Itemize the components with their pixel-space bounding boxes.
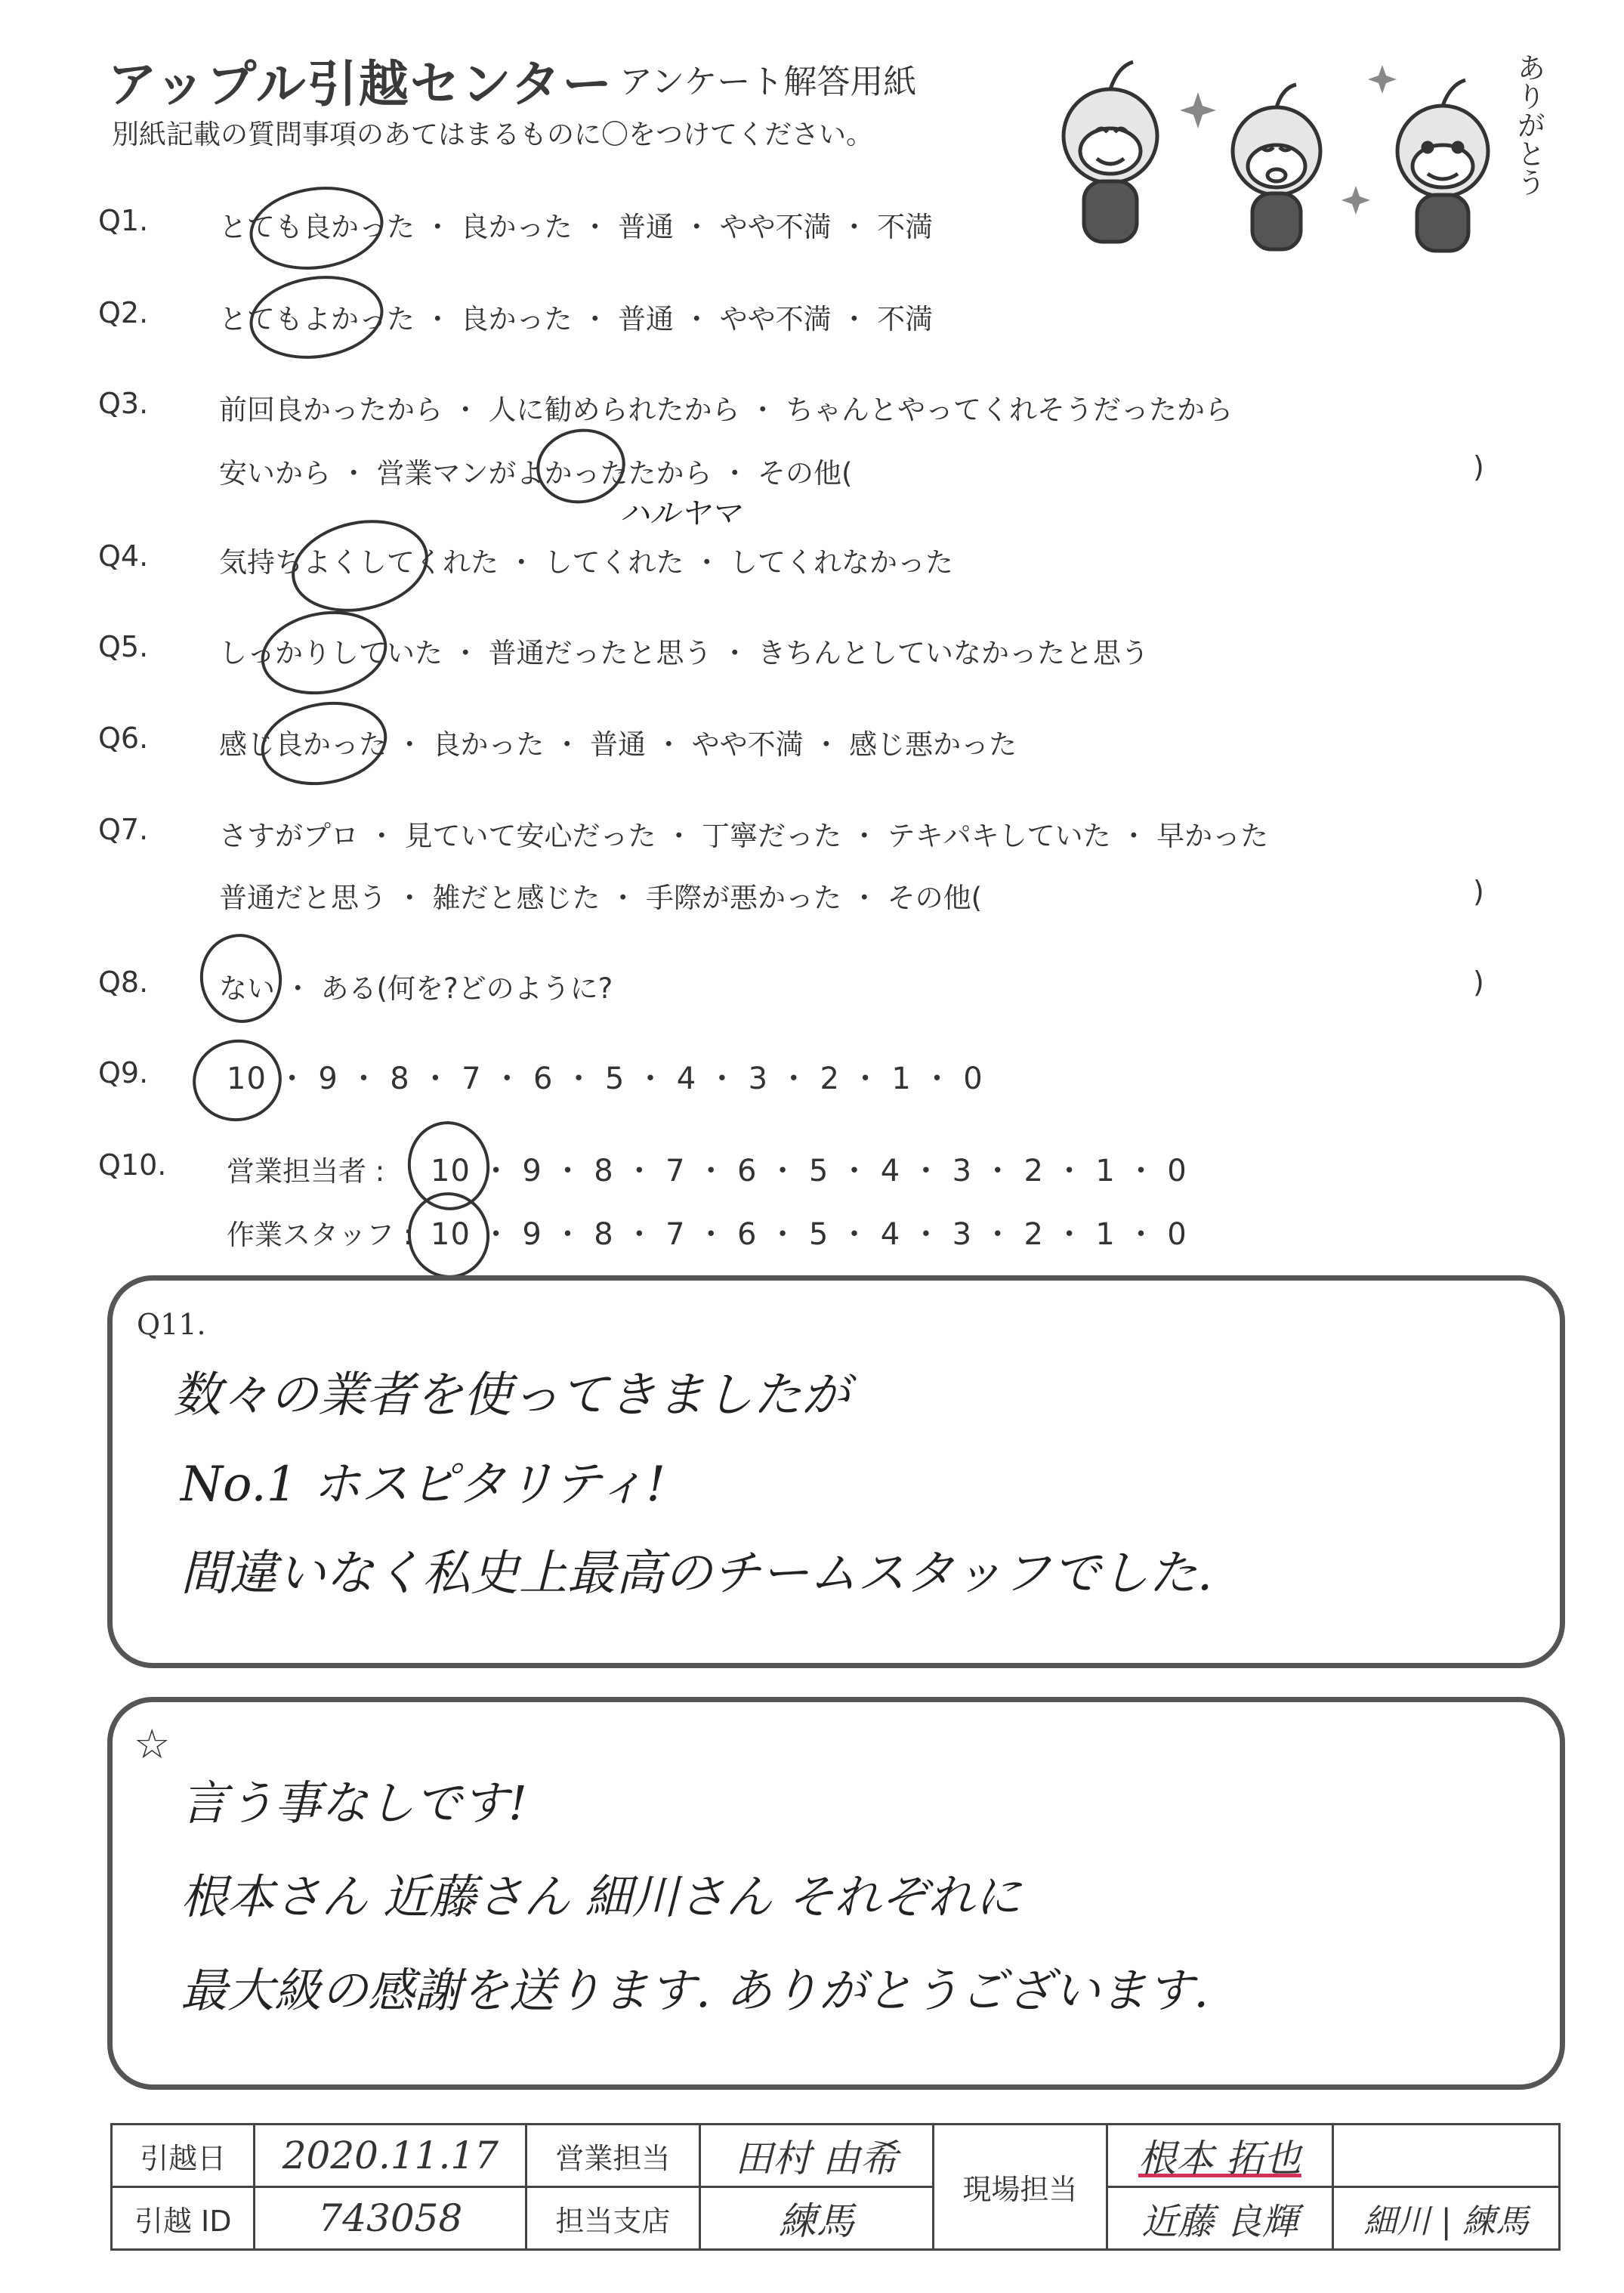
- q11-line-3: 間違いなく私史上最高のチームスタッフでした.: [181, 1546, 1213, 1602]
- site-staff-4: 練馬: [1462, 2202, 1530, 2241]
- q1-answer-mark: [244, 178, 388, 278]
- thanks-text: ありがとう: [1512, 53, 1545, 196]
- company-title: アップル引越センター: [107, 55, 614, 113]
- star-line-2: 根本さん 近藤さん 細川さん それぞれに: [181, 1869, 1022, 1924]
- q9-answer-mark: [187, 1033, 289, 1129]
- star-icon: ☆: [134, 1720, 171, 1768]
- instruction-text: 別紙記載の質問事項のあてはまるものに〇をつけてください。: [112, 119, 874, 150]
- site-staff-1: 根本 拓也: [1107, 2125, 1333, 2187]
- q2-label: Q2.: [98, 296, 149, 329]
- move-id-label: 引越 ID: [112, 2187, 255, 2250]
- star-line-1: 言う事なしです!: [181, 1775, 527, 1831]
- q5-label: Q5.: [98, 630, 149, 663]
- q11-comment-box: [107, 1275, 1565, 1668]
- q9-label: Q9.: [98, 1056, 149, 1089]
- move-date-value: 2020.11.17: [255, 2125, 526, 2187]
- monkey-mascots-icon: [1035, 45, 1548, 257]
- site-staff-divider: |: [1440, 2202, 1463, 2241]
- q1-label: Q1.: [98, 204, 149, 237]
- move-id-value: 743058: [255, 2187, 526, 2250]
- q5-options: しっかりしていた ・ 普通だったと思う ・ きちんとしていなかったと思う: [219, 637, 1150, 669]
- mascot-illustration: [1035, 45, 1548, 257]
- q2-answer-mark: [244, 267, 388, 367]
- site-staff-label: 現場担当: [934, 2125, 1107, 2250]
- q7-options-line1: さすがプロ ・ 見ていて安心だった ・ 丁寧だった ・ テキパキしていた ・ 早かった: [219, 820, 1269, 852]
- footer-info-table: [110, 2123, 1561, 2251]
- q6-label: Q6.: [98, 722, 149, 755]
- sales-rep-value: 田村 由希: [699, 2125, 934, 2187]
- q5-answer-mark: [255, 601, 394, 704]
- q8-options: ない ・ ある(何を?どのように?: [219, 972, 613, 1005]
- star-line-3: 最大級の感謝を送ります. ありがとうございます.: [181, 1963, 1209, 2018]
- branch-label: 担当支店: [526, 2187, 699, 2250]
- q1-options: とても良かった ・ 良かった ・ 普通 ・ やや不満 ・ 不満: [219, 211, 934, 243]
- q7-options-line2: 普通だと思う ・ 雑だと感じた ・ 手際が悪かった ・ その他(: [219, 882, 983, 914]
- q11-line-1: 数々の業者を使ってきましたが: [173, 1367, 850, 1423]
- q10-staff-answer-mark: [401, 1185, 496, 1284]
- q2-options: とてもよかった ・ 良かった ・ 普通 ・ やや不満 ・ 不満: [219, 303, 934, 335]
- form-subtitle: アンケート解答用紙: [619, 63, 917, 101]
- q3-options-line2: 安いから ・ 営業マンがよかったたから ・ その他(: [219, 457, 853, 490]
- site-staff-blank: [1333, 2125, 1560, 2187]
- q10-staff-label: 作業スタッフ :: [227, 1219, 413, 1251]
- q3-answer-mark: [530, 422, 631, 510]
- star-comment-box: [107, 1697, 1565, 2090]
- q7-label: Q7.: [98, 813, 149, 846]
- q4-options: 気持ちよくしてくれた ・ してくれた ・ してくれなかった: [219, 546, 954, 579]
- q8-close-paren: ): [1473, 966, 1484, 999]
- q3-label: Q3.: [98, 387, 149, 420]
- q6-options: 感じ良かった ・ 良かった ・ 普通 ・ やや不満 ・ 感じ悪かった: [219, 728, 1017, 761]
- branch-value: 練馬: [699, 2187, 934, 2250]
- q7-close-paren: ): [1473, 875, 1484, 908]
- q3-close-paren: ): [1473, 450, 1484, 484]
- q4-label: Q4.: [98, 539, 149, 573]
- q4-answer-mark: [283, 508, 437, 623]
- site-staff-3: 細川: [1363, 2202, 1431, 2241]
- q10-sales-scale: 10 ・ 9 ・ 8 ・ 7 ・ 6 ・ 5 ・ 4 ・ 3 ・ 2 ・ 1 ・ 0: [431, 1154, 1187, 1188]
- q11-line-2: No.1 ホスピタリティ!: [181, 1457, 666, 1513]
- q3-handwritten-note: ハルヤマ: [619, 496, 740, 531]
- q8-label: Q8.: [98, 966, 149, 999]
- q8-answer-mark: [193, 928, 289, 1030]
- q11-label: Q11.: [137, 1308, 206, 1341]
- q10-label: Q10.: [98, 1148, 167, 1182]
- q3-options-line1: 前回良かったから ・ 人に勧められたから ・ ちゃんとやってくれそうだったから: [219, 394, 1233, 426]
- sales-rep-label: 営業担当: [526, 2125, 699, 2187]
- move-date-label: 引越日: [112, 2125, 255, 2187]
- q10-sales-label: 営業担当者 :: [227, 1155, 385, 1188]
- site-staff-2: 近藤 良輝: [1107, 2187, 1333, 2250]
- q9-scale: 10 ・ 9 ・ 8 ・ 7 ・ 6 ・ 5 ・ 4 ・ 3 ・ 2 ・ 1 ・ 0: [227, 1062, 983, 1096]
- site-staff-3-4: [1333, 2187, 1560, 2250]
- q10-staff-scale: 10 ・ 9 ・ 8 ・ 7 ・ 6 ・ 5 ・ 4 ・ 3 ・ 2 ・ 1 ・ 0: [431, 1217, 1187, 1252]
- q6-answer-mark: [255, 692, 394, 795]
